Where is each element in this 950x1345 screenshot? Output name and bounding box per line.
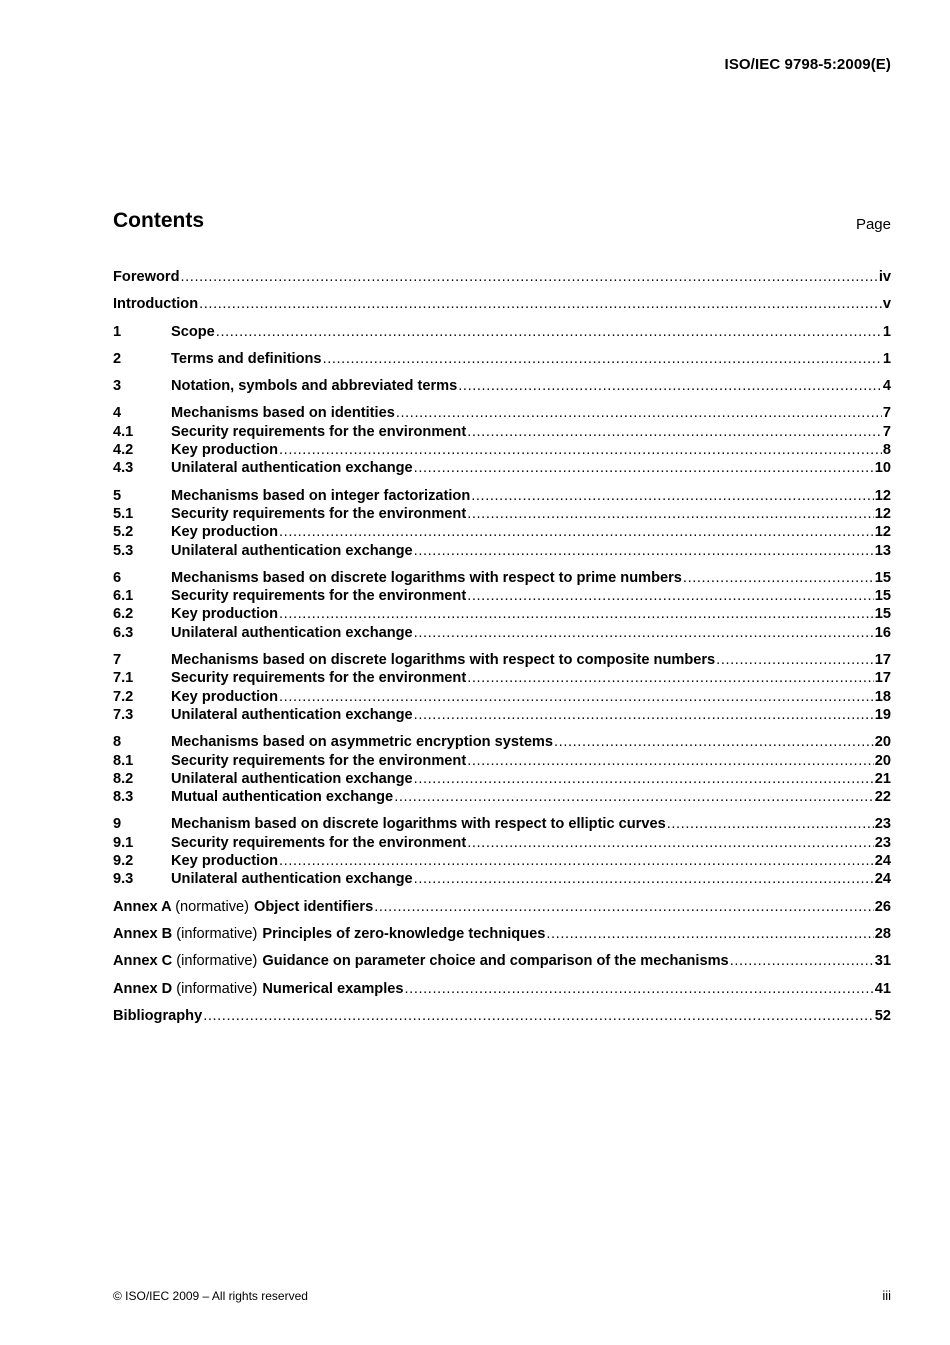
toc-entry[interactable] [113,706,891,724]
toc-entry-number: 7.1 [113,670,134,687]
toc-entry-number: 7.3 [113,706,134,723]
toc-entry[interactable] [113,404,891,422]
toc-entry-page: 23 [874,834,891,851]
toc-entry-page: 15 [874,588,891,605]
toc-group [113,1007,891,1025]
toc-entry-title: Mechanisms based on discrete logarithms with respect to composite numbers [171,652,716,669]
dot-leader [396,404,882,422]
table-of-contents [113,268,891,1034]
dot-leader [716,651,874,669]
toc-entry-title: Mechanisms based on asymmetric encryption systems [171,734,554,751]
toc-entry-page: 26 [874,898,891,915]
annex-title: Guidance on parameter choice and comparison of the mechanisms [262,953,729,970]
contents-title: Contents [113,209,204,232]
dot-leader [467,669,874,687]
toc-entry[interactable] [113,669,891,687]
dot-leader [203,1007,874,1025]
dot-leader [374,898,874,916]
toc-entry[interactable] [113,441,891,459]
toc-entry[interactable] [113,542,891,560]
toc-entry-title: Security requirements for the environment [171,588,467,605]
annex-kind: (informative) [176,953,258,970]
toc-entry-number: 4 [113,405,122,422]
toc-entry-title: Unilateral authentication exchange [171,871,413,888]
toc-group [113,952,891,970]
toc-entry-title: Mechanism based on discrete logarithms with respect to elliptic curves [171,816,666,833]
toc-entry[interactable] [113,1007,891,1025]
toc-entry[interactable] [113,459,891,477]
dot-leader [467,423,882,441]
dot-leader [216,323,882,341]
toc-group [113,651,891,724]
toc-entry-page: 10 [874,460,891,477]
toc-entry-page: 24 [874,853,891,870]
dot-leader [467,587,874,605]
toc-entry[interactable] [113,952,891,970]
toc-entry-page: 19 [874,706,891,723]
toc-entry[interactable] [113,605,891,623]
toc-entry-page: 1 [882,350,891,367]
toc-entry-number: 6.3 [113,624,134,641]
toc-entry-number: 5.3 [113,542,134,559]
toc-entry[interactable] [113,350,891,368]
annex-label: Annex C [113,953,173,970]
toc-entry-page: 24 [874,871,891,888]
toc-entry-title: Key production [171,853,279,870]
toc-entry-page: 21 [874,770,891,787]
toc-group [113,404,891,477]
toc-entry-page: 28 [874,925,891,942]
toc-entry-number: 4.3 [113,460,134,477]
toc-entry[interactable] [113,423,891,441]
toc-entry-title: Unilateral authentication exchange [171,706,413,723]
toc-entry-number: 4.2 [113,442,134,459]
toc-entry-title: Notation, symbols and abbreviated terms [171,378,458,395]
annex-title: Object identifiers [253,898,374,915]
toc-entry-page: 15 [874,606,891,623]
annex-kind: (normative) [175,898,249,915]
dot-leader [279,523,874,541]
annex-title: Numerical examples [262,980,404,997]
toc-entry-number: 6.1 [113,588,134,605]
toc-entry-page: 13 [874,542,891,559]
dot-leader [546,925,873,943]
toc-entry-title: Terms and definitions [171,350,322,367]
toc-group [113,268,891,286]
toc-entry-number: 9.3 [113,871,134,888]
toc-entry-title: Mechanisms based on discrete logarithms with respect to prime numbers [171,569,682,586]
toc-group [113,980,891,998]
toc-entry[interactable] [113,788,891,806]
dot-leader [279,852,874,870]
toc-entry-number: 8 [113,734,122,751]
dot-leader [414,542,874,560]
toc-entry-number: 5.2 [113,524,134,541]
toc-entry-number: 8.1 [113,752,134,769]
dot-leader [414,706,874,724]
toc-entry[interactable] [113,323,891,341]
toc-group [113,487,891,560]
toc-entry-page: 41 [874,980,891,997]
dot-leader [683,569,874,587]
toc-entry-number: 8.2 [113,770,134,787]
toc-annex-heading [113,898,373,916]
toc-entry-title: Scope [171,323,215,340]
dot-leader [458,377,882,395]
page-number: iii [882,1288,891,1303]
dot-leader [471,487,874,505]
dot-leader [554,733,874,751]
toc-entry-title: Unilateral authentication exchange [171,624,413,641]
dot-leader [467,505,874,523]
toc-annex-heading [113,952,729,970]
toc-group [113,733,891,806]
toc-annex-heading [113,925,545,943]
dot-leader [414,624,874,642]
toc-entry[interactable] [113,752,891,770]
toc-entry[interactable] [113,688,891,706]
toc-entry-page: 52 [874,1007,891,1024]
toc-entry-number: 8.3 [113,789,134,806]
toc-entry[interactable] [113,523,891,541]
dot-leader [414,459,874,477]
toc-group [113,925,891,943]
toc-entry[interactable] [113,268,891,286]
dot-leader [414,770,874,788]
toc-entry[interactable] [113,569,891,587]
toc-entry[interactable] [113,770,891,788]
toc-entry[interactable] [113,733,891,751]
dot-leader [394,788,874,806]
dot-leader [199,295,882,313]
toc-entry-title: Security requirements for the environment [171,670,467,687]
toc-entry-title: Foreword [113,269,180,285]
toc-entry-number: 9 [113,816,122,833]
toc-entry-number: 7 [113,652,122,669]
toc-entry-page: iv [878,269,891,285]
toc-entry-page: 12 [874,487,891,504]
dot-leader [467,834,874,852]
toc-group [113,815,891,888]
toc-entry-page: 17 [874,670,891,687]
toc-entry[interactable] [113,925,891,943]
toc-entry[interactable] [113,870,891,888]
toc-entry-title: Bibliography [113,1007,203,1024]
toc-entry-title: Security requirements for the environment [171,423,467,440]
toc-entry[interactable] [113,898,891,916]
dot-leader [180,268,877,286]
dot-leader [279,688,874,706]
toc-entry-number: 3 [113,378,122,395]
toc-entry-title: Mutual authentication exchange [171,789,394,806]
toc-group [113,569,891,642]
toc-entry-title: Security requirements for the environment [171,834,467,851]
annex-kind: (informative) [176,980,258,997]
toc-entry-number: 5.1 [113,505,134,522]
toc-group [113,295,891,313]
toc-group [113,898,891,916]
toc-entry-title: Mechanisms based on integer factorization [171,487,471,504]
toc-entry-page: 20 [874,752,891,769]
toc-entry-page: 20 [874,734,891,751]
toc-entry-page: 7 [882,423,891,440]
toc-entry[interactable] [113,377,891,395]
toc-entry-title: Security requirements for the environment [171,505,467,522]
toc-entry[interactable] [113,295,891,313]
dot-leader [323,350,882,368]
toc-entry-number: 6 [113,569,122,586]
toc-entry-page: 8 [882,442,891,459]
toc-entry-title: Unilateral authentication exchange [171,770,413,787]
toc-entry[interactable] [113,815,891,833]
toc-entry[interactable] [113,624,891,642]
toc-entry-title: Key production [171,442,279,459]
toc-group [113,323,891,341]
toc-entry-title: Key production [171,688,279,705]
dot-leader [467,752,874,770]
toc-entry-page: 4 [882,378,891,395]
toc-entry-page: 7 [882,405,891,422]
toc-entry-page: 17 [874,652,891,669]
dot-leader [414,870,874,888]
toc-entry-number: 7.2 [113,688,134,705]
document-id: ISO/IEC 9798-5:2009(E) [724,56,891,73]
toc-entry[interactable] [113,980,891,998]
toc-entry[interactable] [113,651,891,669]
toc-entry-page: 18 [874,688,891,705]
toc-entry-page: 12 [874,505,891,522]
toc-entry-page: 31 [874,953,891,970]
toc-entry-page: 22 [874,789,891,806]
dot-leader [405,980,874,998]
toc-entry-number: 9.1 [113,834,134,851]
toc-entry-page: 1 [882,323,891,340]
toc-entry[interactable] [113,587,891,605]
annex-label: Annex B [113,925,173,942]
toc-entry[interactable] [113,487,891,505]
dot-leader [279,441,882,459]
dot-leader [667,815,874,833]
toc-entry[interactable] [113,505,891,523]
toc-entry-number: 5 [113,487,122,504]
copyright-notice: © ISO/IEC 2009 – All rights reserved [113,1289,308,1303]
toc-entry-title: Introduction [113,296,199,313]
toc-group [113,377,891,395]
toc-entry-title: Key production [171,606,279,623]
toc-entry[interactable] [113,834,891,852]
toc-entry-page: v [882,296,891,313]
toc-entry[interactable] [113,852,891,870]
toc-entry-number: 6.2 [113,606,134,623]
toc-entry-number: 4.1 [113,423,134,440]
page-column-label: Page [855,216,891,233]
toc-entry-title: Security requirements for the environment [171,752,467,769]
dot-leader [730,952,874,970]
toc-annex-heading [113,980,404,998]
toc-entry-page: 16 [874,624,891,641]
toc-entry-number: 2 [113,350,122,367]
toc-entry-title: Unilateral authentication exchange [171,542,413,559]
toc-entry-title: Mechanisms based on identities [171,405,395,422]
toc-entry-page: 15 [874,569,891,586]
toc-entry-title: Unilateral authentication exchange [171,460,413,477]
toc-entry-title: Key production [171,524,279,541]
toc-entry-page: 23 [874,816,891,833]
toc-group [113,350,891,368]
annex-label: Annex A [113,898,172,915]
dot-leader [279,605,874,623]
annex-title: Principles of zero-knowledge techniques [262,925,546,942]
annex-kind: (informative) [176,925,258,942]
toc-entry-page: 12 [874,524,891,541]
toc-entry-number: 9.2 [113,853,134,870]
annex-label: Annex D [113,980,173,997]
toc-entry-number: 1 [113,323,122,340]
